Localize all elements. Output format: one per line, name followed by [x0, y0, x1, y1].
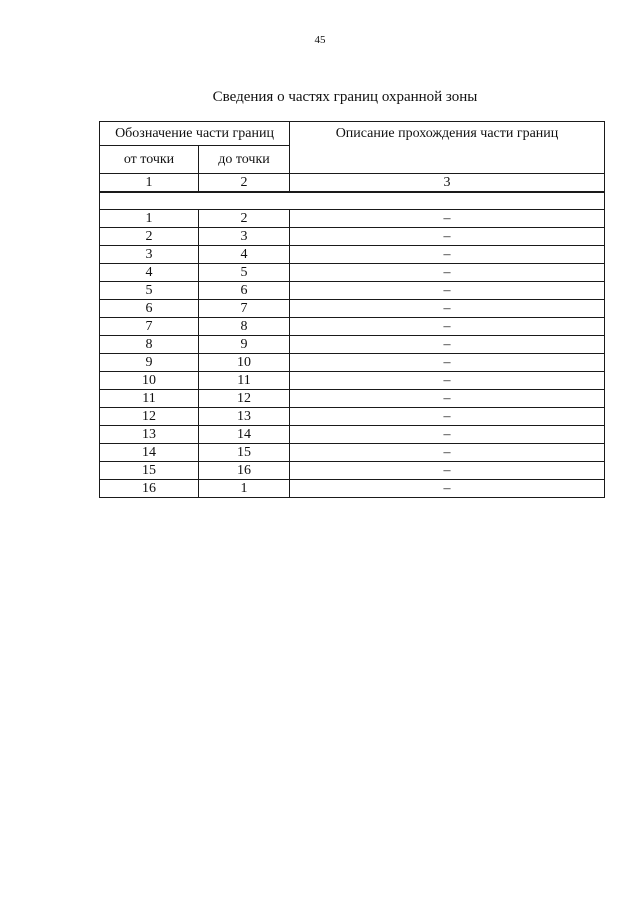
cell-desc: –: [290, 372, 605, 390]
cell-to: 7: [199, 300, 290, 318]
cell-to: 13: [199, 408, 290, 426]
table-row: [100, 282, 605, 300]
table-row: [100, 480, 605, 498]
cell-to: 4: [199, 246, 290, 264]
cell-from: 4: [100, 264, 199, 282]
cell-desc: –: [290, 444, 605, 462]
header-from-point: от точки: [100, 146, 199, 174]
cell-to: 12: [199, 390, 290, 408]
table-row: [100, 408, 605, 426]
table-row: [100, 228, 605, 246]
cell-from: 6: [100, 300, 199, 318]
column-number: 2: [199, 174, 290, 193]
table-row: [100, 462, 605, 480]
cell-to: 8: [199, 318, 290, 336]
cell-desc: –: [290, 282, 605, 300]
cell-from: 9: [100, 354, 199, 372]
cell-desc: –: [290, 354, 605, 372]
cell-from: 3: [100, 246, 199, 264]
cell-to: 1: [199, 480, 290, 498]
cell-desc: –: [290, 426, 605, 444]
cell-from: 12: [100, 408, 199, 426]
table-row: [100, 300, 605, 318]
table-row: [100, 372, 605, 390]
table-row: [100, 246, 605, 264]
cell-from: 13: [100, 426, 199, 444]
column-number: 3: [290, 174, 605, 193]
cell-from: 14: [100, 444, 199, 462]
cell-from: 5: [100, 282, 199, 300]
page-number: 45: [314, 34, 326, 46]
cell-from: 15: [100, 462, 199, 480]
cell-desc: –: [290, 246, 605, 264]
cell-to: 15: [199, 444, 290, 462]
header-description: Описание прохождения части границ: [290, 122, 605, 174]
table-row: [100, 264, 605, 282]
cell-from: 11: [100, 390, 199, 408]
table-row: [100, 444, 605, 462]
cell-to: 16: [199, 462, 290, 480]
table-row: [100, 210, 605, 228]
cell-desc: –: [290, 318, 605, 336]
cell-desc: –: [290, 210, 605, 228]
cell-desc: –: [290, 336, 605, 354]
document-title: Сведения о частях границ охранной зоны: [212, 89, 478, 105]
cell-from: 7: [100, 318, 199, 336]
boundary-parts-table: [99, 121, 605, 498]
cell-to: 9: [199, 336, 290, 354]
cell-to: 5: [199, 264, 290, 282]
empty-separator-row: [100, 192, 605, 210]
cell-desc: –: [290, 390, 605, 408]
cell-desc: –: [290, 264, 605, 282]
header-designation: Обозначение части границ: [100, 122, 290, 146]
header-to-point: до точки: [199, 146, 290, 174]
table-row: [100, 336, 605, 354]
table-row: [100, 318, 605, 336]
cell-to: 14: [199, 426, 290, 444]
cell-desc: –: [290, 480, 605, 498]
cell-to: 11: [199, 372, 290, 390]
cell-desc: –: [290, 408, 605, 426]
cell-from: 2: [100, 228, 199, 246]
column-numbers-row: [100, 174, 605, 193]
cell-desc: –: [290, 300, 605, 318]
table-row: [100, 354, 605, 372]
cell-to: 3: [199, 228, 290, 246]
cell-to: 10: [199, 354, 290, 372]
empty-separator-cell: [100, 192, 605, 210]
table-row: [100, 390, 605, 408]
cell-from: 8: [100, 336, 199, 354]
cell-desc: –: [290, 462, 605, 480]
table-row: [100, 426, 605, 444]
column-number: 1: [100, 174, 199, 193]
table-header-row: [100, 122, 605, 146]
cell-from: 16: [100, 480, 199, 498]
cell-to: 6: [199, 282, 290, 300]
cell-from: 1: [100, 210, 199, 228]
cell-from: 10: [100, 372, 199, 390]
cell-desc: –: [290, 228, 605, 246]
cell-to: 2: [199, 210, 290, 228]
